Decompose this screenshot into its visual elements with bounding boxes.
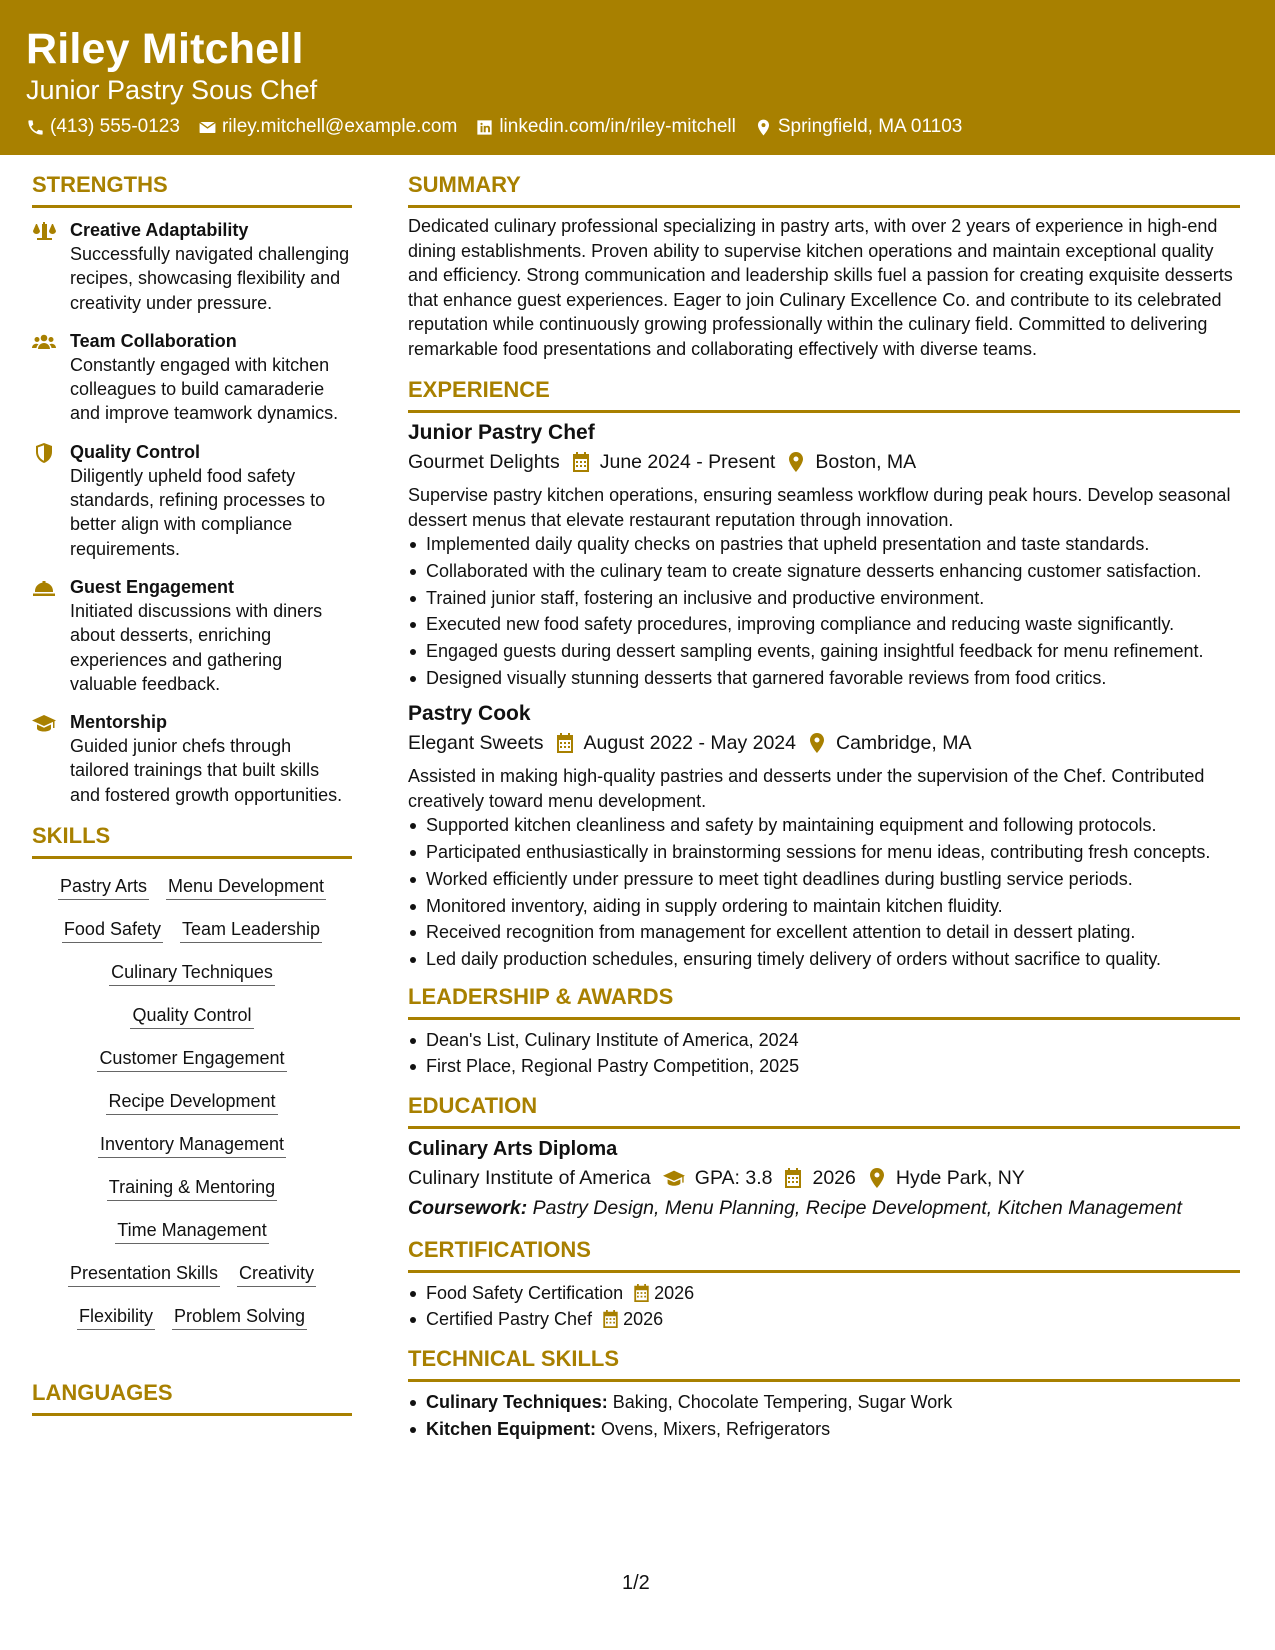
certification-name: Food Safety Certification [426,1282,624,1303]
job-title: Junior Pastry Chef [408,421,595,444]
experience-item [408,700,1240,971]
job-meta [408,728,1240,758]
skill-tag: Flexibility [77,1303,155,1330]
map-pin-icon [787,452,805,472]
education-degree: Culinary Arts Diploma [408,1137,618,1160]
strength-title: Team Collaboration [70,330,237,351]
job-company: Elegant Sweets [408,732,544,755]
scale-icon [32,221,56,241]
strength-desc: Successfully navigated challenging recipes, showcasing flexibility and creativity under pressure. [70,244,350,313]
certification-name: Certified Pastry Chef [426,1309,593,1330]
contact-phone-text: (413) 555-0123 [50,116,180,137]
certification-year: 2026 [654,1282,695,1303]
section-title-strengths: STRENGTHS [32,170,352,208]
job-description: Supervise pastry kitchen operations, ensuring seamless workflow during peak hours. Develop seasonal dessert menus that elevate restaurant reputation through innovation. [408,485,1231,530]
strength-item [32,575,352,696]
graduation-cap-icon [663,1168,685,1188]
envelope-icon [198,118,217,137]
list-item [408,1281,1240,1305]
contact-location-text: Springfield, MA 01103 [777,116,963,137]
skill-tag: Inventory Management [98,1131,286,1158]
map-pin-icon [868,1168,886,1188]
list-item: Engaged guests during dessert sampling events, gaining insightful feedback for menu refinement. [408,639,1240,663]
list-item: Received recognition from management for excellent attention to detail in dessert plating. [408,920,1240,944]
skill-tag: Pastry Arts [58,873,149,900]
job-bullets [408,813,1240,971]
list-item: Supported kitchen cleanliness and safety by maintaining equipment and following protocols. [408,813,1240,837]
skill-tag: Team Leadership [180,916,322,943]
linkedin-icon [475,118,494,137]
strength-title: Quality Control [70,441,200,462]
map-pin-icon [754,118,773,137]
contact-email-text: riley.mitchell@example.com [221,116,458,137]
job-dates: June 2024 - Present [599,451,776,473]
skill-tag: Training & Mentoring [107,1174,277,1201]
list-item: Executed new food safety procedures, improving compliance and reducing waste significantly. [408,612,1240,636]
section-title-technical-skills: TECHNICAL SKILLS [408,1344,1240,1382]
strength-title: Mentorship [70,712,167,733]
section-title-summary: SUMMARY [408,170,1240,208]
coursework-text: Pastry Design, Menu Planning, Recipe Development, Kitchen Management [532,1196,1182,1219]
contact-phone[interactable] [26,116,180,138]
strength-desc: Guided junior chefs through tailored trainings that built skills and fostered growth opportunities. [70,736,343,805]
contact-linkedin[interactable] [475,116,736,138]
skill-tag: Time Management [115,1217,268,1244]
skill-tag: Menu Development [166,873,326,900]
skills-list [32,873,352,1346]
job-company: Gourmet Delights [408,451,560,473]
map-pin-icon [808,733,826,753]
resume-header [0,0,1275,155]
education-school: Culinary Institute of America [408,1166,651,1189]
list-item: Collaborated with the culinary team to create signature desserts enhancing customer satisfaction. [408,559,1240,583]
contact-email[interactable] [198,116,457,138]
section-title-certifications: CERTIFICATIONS [408,1235,1240,1273]
contact-linkedin-text: linkedin.com/in/riley-mitchell [499,116,736,137]
list-item: Trained junior staff, fostering an inclusive and productive environment. [408,586,1240,610]
technical-skills-list [408,1390,1240,1441]
list-item: Monitored inventory, aiding in supply ordering to maintain kitchen fluidity. [408,894,1240,918]
strength-item [32,440,352,561]
strength-desc: Diligently upheld food safety standards, refining processes to better align with compliance requirements. [70,465,326,559]
contact-bar [26,116,1249,138]
left-column [32,170,352,1426]
job-bullets [408,532,1240,690]
list-item: Designed visually stunning desserts that garnered favorable reviews from food critics. [408,666,1240,690]
strength-desc: Constantly engaged with kitchen colleagues to build camaraderie and improve teamwork dynamics. [70,354,339,424]
skill-tag: Food Safety [62,916,163,943]
section-title-skills: SKILLS [32,821,352,859]
list-item: Led daily production schedules, ensuring timely delivery of orders without sacrifice to quality. [408,947,1240,971]
section-title-languages: LANGUAGES [32,1378,352,1416]
list-item: Implemented daily quality checks on pastries that upheld presentation and taste standards. [408,532,1240,556]
job-title: Pastry Cook [408,702,531,726]
section-title-leadership: LEADERSHIP & AWARDS [408,982,1240,1020]
job-location: Boston, MA [815,451,917,473]
phone-icon [26,118,45,137]
skill-tag: Recipe Development [106,1088,277,1115]
certification-year: 2026 [623,1309,664,1330]
skill-tag: Presentation Skills [68,1260,220,1287]
technical-skill-value: Ovens, Mixers, Refrigerators [601,1418,831,1439]
job-dates: August 2022 - May 2024 [583,732,796,755]
job-location: Cambridge, MA [836,732,972,755]
strength-item [32,329,352,426]
skill-tag: Creativity [237,1260,316,1287]
skill-tag: Quality Control [130,1002,253,1029]
calendar-icon [784,1168,802,1188]
job-meta [408,447,1240,477]
contact-location [754,116,963,138]
list-item [408,1307,1240,1331]
strength-item [32,218,352,315]
candidate-title: Junior Pastry Sous Chef [26,75,318,105]
list-item: First Place, Regional Pastry Competition, 2025 [408,1054,1240,1078]
leadership-list [408,1028,1240,1079]
candidate-name: Riley Mitchell [26,25,304,73]
calendar-icon [556,733,574,753]
education-location: Hyde Park, NY [895,1166,1025,1189]
shield-icon [32,443,56,463]
education-meta [408,1163,1240,1193]
calendar-icon [633,1284,650,1302]
strength-title: Creative Adaptability [70,220,249,240]
list-item [408,1417,1240,1441]
service-bell-icon [32,578,56,598]
right-column [408,170,1240,1443]
list-item: Dean's List, Culinary Institute of America, 2024 [408,1028,1240,1052]
list-item [408,1390,1240,1414]
job-description: Assisted in making high-quality pastries and desserts under the supervision of the Chef. Contributed creatively toward menu development. [408,766,1205,811]
skill-tag: Culinary Techniques [109,959,275,986]
list-item: Participated enthusiastically in brainstorming sessions for menu ideas, contributing fresh concepts. [408,840,1240,864]
list-item: Worked efficiently under pressure to meet tight deadlines during bustling service periods. [408,867,1240,891]
education-gpa: GPA: 3.8 [694,1166,773,1189]
graduation-cap-icon [32,713,56,733]
summary-text: Dedicated culinary professional specializing in pastry arts, with over 2 years of experience in high-end dining establishments. Proven ability to supervise kitchen operations and maintain exceptional quality and efficiency. Strong communication and leadership skills fuel a passion for creating exquisite desserts that enhance guest experiences. Eager to join Culinary Excellence Co. and contribute to its celebrated reputation while continuously growing professionally within the culinary field. Committed to delivering remarkable food presentations and collaborating effectively with diverse teams. [408,216,1233,359]
certifications-list [408,1281,1240,1332]
section-title-education: EDUCATION [408,1091,1240,1129]
strength-title: Guest Engagement [70,576,235,597]
strength-desc: Initiated discussions with diners about desserts, enriching experiences and gathering valuable feedback. [70,600,323,694]
calendar-icon [572,452,590,472]
section-title-experience: EXPERIENCE [408,375,1240,413]
experience-item [408,419,1240,690]
users-icon [32,332,56,352]
coursework-label: Coursework: [408,1196,528,1219]
skill-tag: Problem Solving [172,1303,307,1330]
page-number: 1/2 [622,1572,650,1594]
technical-skill-label: Culinary Techniques: [426,1391,608,1412]
education-coursework [408,1193,1240,1223]
technical-skill-label: Kitchen Equipment: [426,1418,596,1439]
technical-skill-value: Baking, Chocolate Tempering, Sugar Work [612,1391,953,1412]
skill-tag: Customer Engagement [97,1045,286,1072]
education-year: 2026 [812,1166,856,1189]
strength-item [32,710,352,807]
calendar-icon [602,1310,619,1328]
